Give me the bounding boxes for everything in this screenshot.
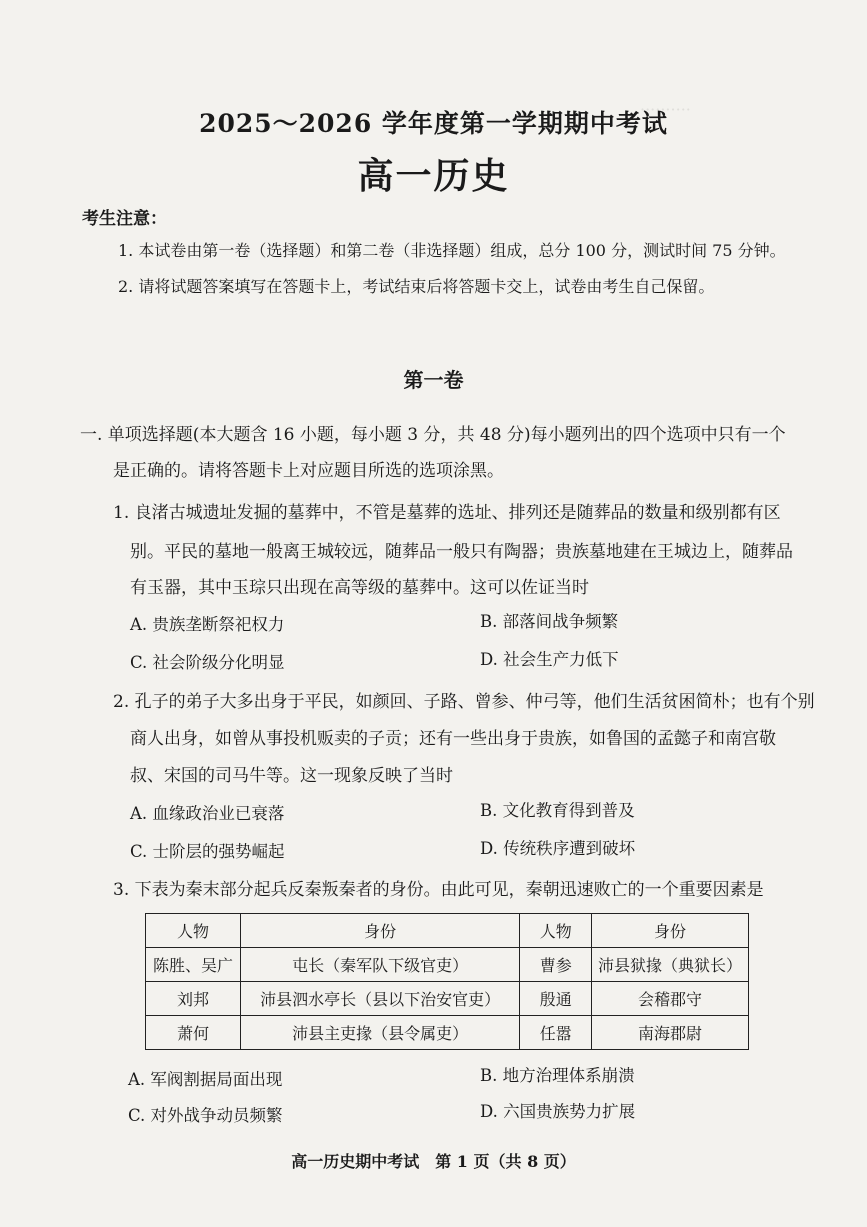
table-header-cell: 身份 <box>240 914 520 948</box>
q1-line1: 1. 良渚古城遗址发掘的墓葬中，不管是墓葬的选址、排列还是随葬品的数量和级别都有区 <box>113 503 781 523</box>
q3-option-d[interactable]: D. 六国贵族势力扩展 <box>480 1102 636 1121</box>
q3-option-a[interactable]: A. 军阀割据局面出现 <box>128 1070 283 1089</box>
q1-option-a[interactable]: A. 贵族垄断祭祀权力 <box>130 615 285 634</box>
q3-line1: 3. 下表为秦末部分起兵反秦叛秦者的身份。由此可见，秦朝迅速败亡的一个重要因素是 <box>113 880 764 900</box>
q3-option-c[interactable]: C. 对外战争动员频繁 <box>128 1106 283 1125</box>
table-cell: 刘邦 <box>146 982 241 1016</box>
table-cell: 屯长（秦军队下级官吏） <box>240 948 520 982</box>
table-cell: 萧何 <box>146 1016 241 1050</box>
table-cell: 曹参 <box>520 948 592 982</box>
notice-heading: 考生注意： <box>82 209 167 229</box>
q2-line3: 叔、宋国的司马牛等。这一现象反映了当时 <box>130 766 453 786</box>
q2-line2: 商人出身，如曾从事投机贩卖的子贡；还有一些出身于贵族，如鲁国的孟懿子和南宫敬 <box>130 729 776 749</box>
exam-title: 2025～2026 学年度第一学期期中考试 <box>199 109 668 138</box>
table-header-row <box>146 914 749 948</box>
q3-option-b[interactable]: B. 地方治理体系崩溃 <box>480 1066 635 1085</box>
q2-option-d[interactable]: D. 传统秩序遭到破坏 <box>480 839 636 858</box>
q1-option-b[interactable]: B. 部落间战争频繁 <box>480 612 619 631</box>
rebels-identity-table <box>145 913 749 1050</box>
section-instructions-line2: 是正确的。请将答题卡上对应题目所选的选项涂黑。 <box>113 461 504 481</box>
q2-line1: 2. 孔子的弟子大多出身于平民，如颜回、子路、曾参、仲弓等，他们生活贫困简朴；也有个别 <box>113 692 815 712</box>
q1-line2: 别。平民的墓地一般离王城较远，随葬品一般只有陶器；贵族墓地建在王城边上，随葬品 <box>130 542 793 562</box>
notice-item-1: 1. 本试卷由第一卷（选择题）和第二卷（非选择题）组成，总分 100 分，测试时间 75 分钟。 <box>118 241 786 260</box>
q2-option-c[interactable]: C. 士阶层的强势崛起 <box>130 842 285 861</box>
bleed-through: ·········· <box>640 100 691 119</box>
table-cell: 沛县主吏掾（县令属吏） <box>240 1016 520 1050</box>
table-cell: 任嚣 <box>520 1016 592 1050</box>
subject-title: 高一历史 <box>357 155 510 197</box>
table-cell: 沛县狱掾（典狱长） <box>592 948 749 982</box>
section-instructions-line1: 一. 单项选择题(本大题含 16 小题，每小题 3 分，共 48 分)每小题列出的四个选项中只有一个 <box>80 425 786 445</box>
table-cell: 南海郡尉 <box>592 1016 749 1050</box>
table-cell: 陈胜、吴广 <box>146 948 241 982</box>
table-row <box>146 1016 749 1050</box>
q1-option-d[interactable]: D. 社会生产力低下 <box>480 650 619 669</box>
volume-heading: 第一卷 <box>403 368 464 392</box>
table-header-cell: 人物 <box>520 914 592 948</box>
table-cell: 沛县泗水亭长（县以下治安官吏） <box>240 982 520 1016</box>
table-row <box>146 982 749 1016</box>
q1-line3: 有玉器，其中玉琮只出现在高等级的墓葬中。这可以佐证当时 <box>130 578 589 598</box>
table-header-cell: 人物 <box>146 914 241 948</box>
table-cell: 会稽郡守 <box>592 982 749 1016</box>
page-footer: 高一历史期中考试 第 1 页（共 8 页） <box>291 1152 576 1171</box>
q2-option-a[interactable]: A. 血缘政治业已衰落 <box>130 804 285 823</box>
table-row <box>146 948 749 982</box>
notice-item-2: 2. 请将试题答案填写在答题卡上，考试结束后将答题卡交上，试卷由考生自己保留。 <box>118 277 715 296</box>
table-header-cell: 身份 <box>592 914 749 948</box>
q1-option-c[interactable]: C. 社会阶级分化明显 <box>130 653 285 672</box>
table-cell: 殷通 <box>520 982 592 1016</box>
q2-option-b[interactable]: B. 文化教育得到普及 <box>480 801 635 820</box>
